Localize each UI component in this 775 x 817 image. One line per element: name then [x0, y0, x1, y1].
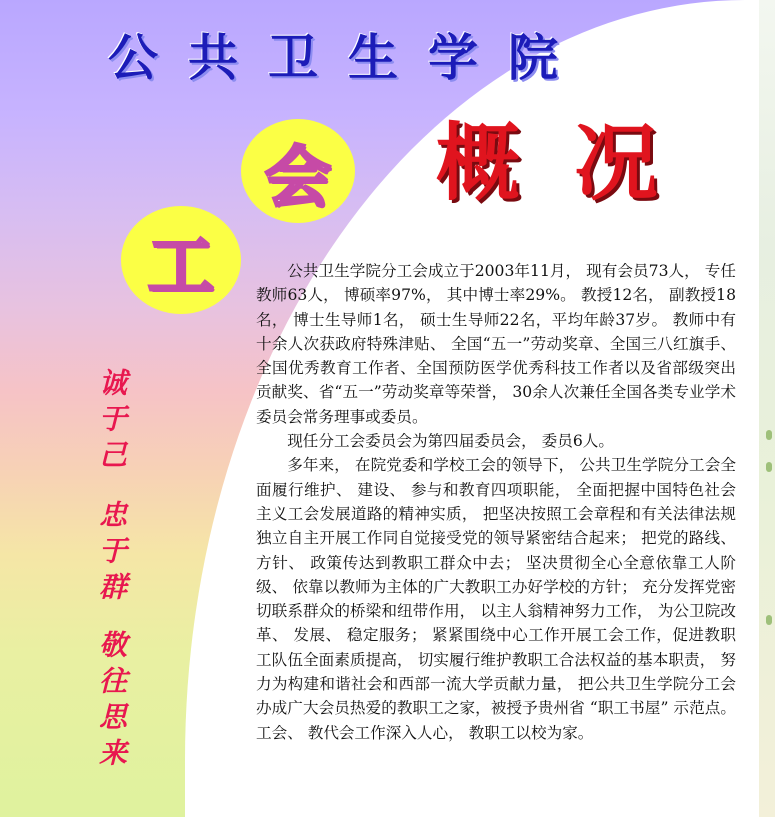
gong-badge-char: 工 — [148, 227, 214, 305]
paragraph-work: 多年来， 在院党委和学校工会的领导下， 公共卫生学院分工会全面履行维护、 建设、 参与和教育四项职能， 全面把握中国特色社会主义工会发展道路的精神实质， 把坚决按照工会章程和有关法律法规独立自主开展工作同自觉接受党的领导紧密结合起来； 把党的路线、 方针、 政策传达到教职工群众中去； 坚决贯彻全心全意依靠工人阶级、 依靠以教师为主体的广大教职工办好学校的方针； 充分发挥党密切联系群众的桥梁和纽带作用， 以主人翁精神努力工作， 为公卫院改革、 发展、 稳定服务； 紧紧围绕中心工作开展工会工作，促进教职工队伍全面素质提高， 切实履行维护教职工合法权益的基本职责， 努力为构建和谐社会和西部一流大学贡献力量， 把公共卫生学院分工会办成广大会员热爱的教职工之家，被授予贵州省 “职工书屋” 示范点。 工会、 教代会工作深入人心， 教职工以校为家。 — [256, 456, 736, 742]
leaf-decoration — [766, 615, 772, 625]
slogan-1: 诚于己 — [95, 368, 128, 476]
page-title: 公共卫生学院 — [108, 29, 588, 87]
page-subtitle: 概况 — [436, 114, 713, 212]
gong-badge — [121, 206, 241, 314]
leaf-decoration — [766, 462, 772, 472]
right-edge-strip — [759, 0, 775, 817]
slogan-2: 忠于群 — [95, 500, 128, 608]
hui-badge-char: 会 — [265, 138, 331, 216]
intro-article — [256, 259, 736, 745]
paragraph-committee: 现任分工会委员会为第四届委员会， 委员6人。 — [287, 432, 614, 451]
slogan-3: 敬往思来 — [95, 630, 128, 774]
hui-badge — [241, 119, 355, 223]
paragraph-overview: 公共卫生学院分工会成立于2003年11月， 现有会员73人， 专任教师63人， 博硕率97%， 其中博士率29%。 教授12名， 副教授18名， 博士生导师1名， 硕士生导师22名，平均年龄37岁。 教师中有十余人次获政府特殊津贴、 全国“五一”劳动奖章、全国三八红旗手、全国优秀教育工作者、全国预防医学优秀科技工作者以及省部级突出贡献奖、省“五一”劳动奖章等荣誉， 30余人次兼任全国各类专业学术委员会常务理事或委员。 — [256, 262, 736, 426]
leaf-decoration — [766, 430, 772, 440]
